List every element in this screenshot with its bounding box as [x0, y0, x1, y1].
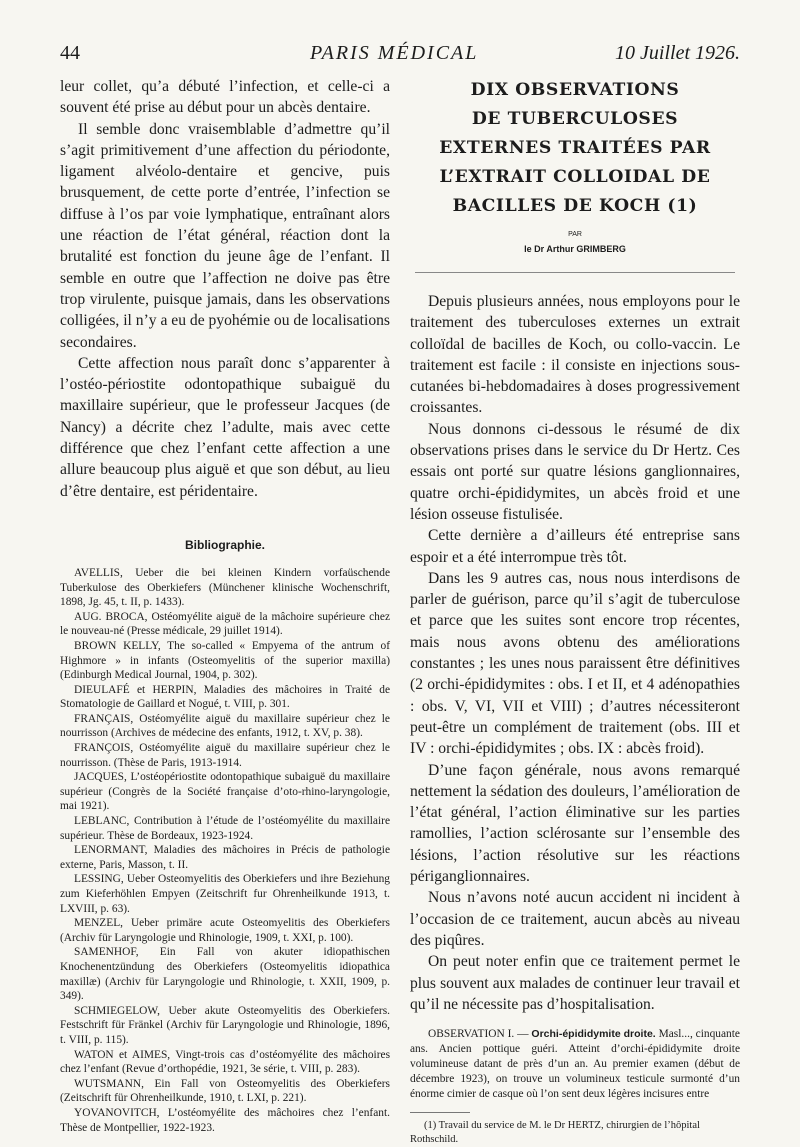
observation-text: Masl..., cinquante ans. Ancien pottique guéri. Atteint d’orchi-épididymite droite volumineuse datant de près d’un an. Au premier examen (début de décembre 1923), on trouve un volumineux testicule surmonté d’un énorme cimier de casque où l’on sent deux légères incisures entre	[410, 1028, 740, 1101]
paragraph: Il semble donc vraisemblable d’admettre qu’il s’agit primitivement d’une affection du périodonte, ligament alvéolo-dentaire et gencive, puis brusquement, de cette porte d’entrée, l’infection se diffuse à l’os par voie lymphatique, entraînant alors une réaction de l’état général, réaction dont la brutalité est fonction du jeune âge de l’enfant. Il semble en outre que l’affection ne doive pas être trop virulente, puisque jamais, dans les observations colligées, il n’y a eu de pyohémie ou de localisations secondaires.	[60, 120, 390, 351]
by-label: PAR	[568, 231, 582, 238]
article-title-line: DE TUBERCULOSES	[471, 109, 679, 129]
paragraph: Cette affection nous paraît donc s’apparenter à l’ostéo-périostite odontopathique subaiguë du maxillaire supérieur, que le professeur Jacques (de Nancy) a décrite chez l’adulte, mais avec cette différence que chez l’enfant cette affection a une allure beaucoup plus aiguë et que son début, au lieu d’être dentaire, est péridentaire.	[60, 354, 390, 500]
article-title-line: EXTERNES TRAITÉES PAR	[439, 138, 711, 158]
bibliography-entry: BROWN KELLY, The so-called « Empyema of the antrum of Highmore » in infants (Osteomyelitis of the superior maxilla) (Edinburgh Medical Journal, 1904, p. 302).	[60, 639, 390, 682]
issue-date: 10 Juillet 1926.	[615, 42, 740, 64]
footnote: (1) Travail du service de M. le Dr HERTZ, chirurgien de l’hôpital Rothschild.	[410, 1120, 700, 1146]
bibliography-entry: FRANÇOIS, Ostéomyélite aiguë du maxillaire supérieur chez le nourrisson. (Thèse de Paris, 1913-1914.	[60, 742, 390, 769]
paragraph: Dans les 9 autres cas, nous nous interdisons de parler de guérison, parce qu’il s’agit de tuberculose et parce que les suites sont encore trop récentes, mais nous avons obtenu des améliorations constantes ; les unes nous paraissent être définitives (2 orchi-épididymites : obs. I et II, et 4 adénopathies : obs. V, VI, VII et VIII) ; d’autres nécessiteront peut-être un complément de traitement (obs. III et IV : orchi-épididymites ; obs. IX : abcès froid).	[410, 569, 740, 758]
bibliography-entry: AUG. BROCA, Ostéomyélite aiguë de la mâchoire supérieure chez le nouveau-né (Presse médicale, 29 juillet 1914).	[60, 610, 390, 638]
bibliography-entry: DIEULAFÉ et HERPIN, Maladies des mâchoires in Traité de Stomatologie de Gaillard et Nogué, t. VIII, p. 301.	[60, 683, 390, 711]
left-column	[60, 76, 390, 1135]
observation-title: Orchi-épididymite droite.	[531, 1028, 656, 1041]
bibliography-entry: WATON et AIMES, Vingt-trois cas d’ostéomyélite des mâchoires chez l’enfant (Revue d’orthopédie, 1921, 3e série, t. VIII, p. 283).	[60, 1048, 390, 1076]
paragraph: Depuis plusieurs années, nous employons pour le traitement des tuberculoses externes un extrait colloïdal de bacilles de Koch, ou collo-vaccin. Le traitement est facile : il consiste en injections sous-cutanées bi-hebdomadaires à doses progressivement croissantes.	[410, 293, 740, 417]
author-name: le Dr Arthur GRIMBERG	[524, 244, 626, 254]
observation-entry	[410, 1027, 740, 1102]
paragraph: Cette dernière a d’ailleurs été entreprise sans espoir et a été interrompue très tôt.	[410, 527, 740, 566]
journal-title: PARIS MÉDICAL	[310, 42, 479, 64]
footnote-divider	[410, 1112, 470, 1113]
bibliography-entry: SCHMIEGELOW, Ueber akute Osteomyelitis des Oberkiefers. Festschrift für Fränkel (Archiv für Laryngologie und Rhinologie, 1896, t. VIII, p. 115).	[60, 1004, 390, 1046]
article-title	[410, 76, 740, 221]
article-title-line: L’EXTRAIT COLLOIDAL DE	[439, 167, 711, 187]
article-title-line: BACILLES DE KOCH (1)	[452, 196, 698, 216]
paragraph: Nous donnons ci-dessous le résumé de dix observations prises dans le service du Dr Hertz. Ces essais ont porté sur quatre lésions ganglionnaires, quatre orchi-épididymites, un abcès froid et une lésion osseuse fistulisée.	[410, 420, 740, 523]
page-header	[60, 42, 740, 68]
divider	[415, 272, 735, 273]
bibliography-entry: JACQUES, L’ostéopériostite odontopathique subaiguë du maxillaire supérieur (Congrès de la Société française d’oto-rhino-laryngologie, mai 1921).	[60, 771, 390, 813]
article-title-line: DIX OBSERVATIONS	[470, 80, 680, 100]
bibliography-entry: SAMENHOF, Ein Fall von akuter idiopathischen Knochenentzündung des Oberkiefers (Osteomyelitis idiopathica maxillæ) (Archiv für Laryngologie und Rhinologie, t. XXII, 1909, p. 349).	[60, 946, 390, 1003]
page-number: 44	[60, 42, 80, 64]
paragraph: Nous n’avons noté aucun accident ni incident à l’occasion de ce traitement, aucun abcès au niveau des piqûres.	[410, 889, 740, 949]
bibliography-entry: FRANÇAIS, Ostéomyélite aiguë du maxillaire supérieur chez le nourrisson (Archives de médecine des enfants, 1912, t. XV, p. 38).	[60, 712, 390, 740]
bibliography-entry: LEBLANC, Contribution à l’étude de l’ostéomyélite du maxillaire supérieur. Thèse de Bordeaux, 1923-1924.	[60, 815, 390, 842]
observation-label: OBSERVATION I. —	[428, 1028, 529, 1041]
bibliography-entry: LENORMANT, Maladies des mâchoires in Précis de pathologie externe, Paris, Masson, t. II.	[60, 844, 390, 871]
bibliography-entry: LESSING, Ueber Osteomyelitis des Oberkiefers und ihre Beziehung zum Kieferhöhlen Empyen (Zeitschrift fur Ohrenheilkunde 1913, t. LXVIII, p. 63).	[60, 873, 390, 915]
bibliography-entry: AVELLIS, Ueber die bei kleinen Kindern vorfaüschende Tuberkulose des Oberkiefers (Münchener klinische Wochenschrift, 1898, Jg. 45, t. II, p. 1433).	[60, 566, 390, 609]
bibliography-entry: WUTSMANN, Ein Fall von Osteomyelitis des Oberkiefers (Zeitschrift für Ohrenheilkunde, 1910, t. LXI, p. 221).	[60, 1077, 390, 1105]
bibliography-title: Bibliographie.	[184, 537, 265, 552]
paragraph: leur collet, qu’a débuté l’infection, et celle-ci a souvent été prise au début pour un abcès dentaire.	[60, 78, 390, 117]
paragraph: D’une façon générale, nous avons remarqué nettement la sédation des douleurs, l’amélioration de l’état général, l’action éliminative sur les parties ramollies, l’action sclérosante sur l’ensemble des lésions, l’action résolutive sur les réactions périganglionnaires.	[410, 761, 740, 886]
bibliography-entry: MENZEL, Ueber primäre acute Osteomyelitis des Oberkiefers (Archiv für Laryngologie und Rhinologie, 1909, t. XXI, p. 100).	[60, 917, 390, 944]
bibliography-entry: YOVANOVITCH, L’ostéomyélite des mâchoires chez l’enfant. Thèse de Montpellier, 1922-1923.	[60, 1106, 390, 1134]
paragraph: On peut noter enfin que ce traitement permet le plus souvent aux malades de continuer leur travail et qu’il ne nécessite pas d’hospitalisation.	[410, 953, 740, 1013]
right-column	[410, 76, 740, 1147]
bibliography-list	[60, 566, 390, 1135]
